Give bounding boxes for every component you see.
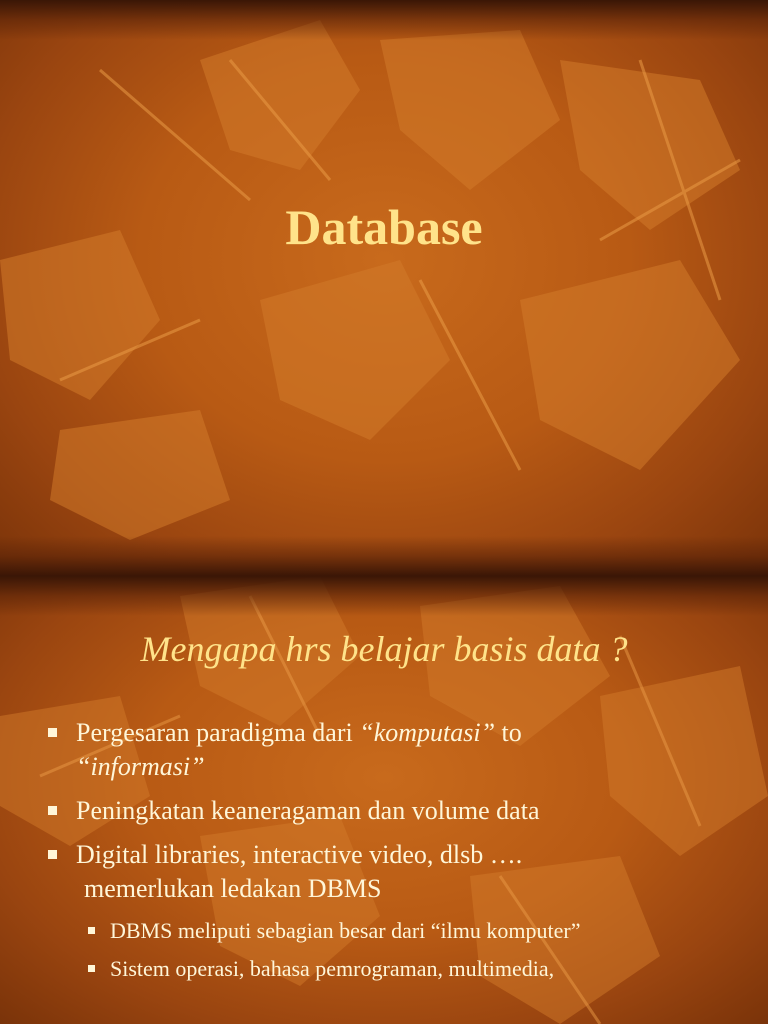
bullet-item-paradigma (46, 716, 646, 784)
sub-bullet-list (86, 916, 646, 984)
bullet-text-continued: memerlukan ledakan DBMS (84, 874, 382, 903)
top-shadow (0, 0, 768, 40)
sub-bullet-text: Sistem operasi, bahasa pemrograman, multimedia, (110, 956, 555, 981)
slide-heading: Mengapa hrs belajar basis data ? (140, 629, 628, 669)
bullet-item-digital-libraries (46, 838, 646, 906)
top-shadow (0, 576, 768, 616)
slide-content (0, 576, 768, 1024)
bottom-shadow (0, 536, 768, 576)
square-bullet-icon (48, 806, 57, 815)
sub-bullet-text: DBMS meliputi sebagian besar dari “ilmu komputer” (110, 918, 581, 943)
bullet-item-volume (46, 794, 646, 828)
bullet-text: Peningkatan keaneragaman dan volume data (76, 796, 540, 825)
sub-bullet-item-ilmu-komputer (86, 916, 646, 946)
bullet-text: Pergesaran paradigma dari (76, 718, 360, 747)
square-bullet-icon (48, 850, 57, 859)
bullet-emphasis-komputasi: “komputasi” (359, 718, 496, 747)
bullet-text: Digital libraries, interactive video, dlsb …. (76, 840, 523, 869)
square-bullet-icon (88, 927, 95, 934)
bullet-text-mid: to (495, 718, 522, 747)
slide-title-text: Database (285, 199, 483, 255)
square-bullet-icon (48, 728, 57, 737)
sub-bullet-item-sistem-operasi (86, 954, 646, 984)
bullet-list (46, 716, 646, 992)
bullet-emphasis-informasi: “informasi” (76, 752, 205, 781)
square-bullet-icon (88, 965, 95, 972)
